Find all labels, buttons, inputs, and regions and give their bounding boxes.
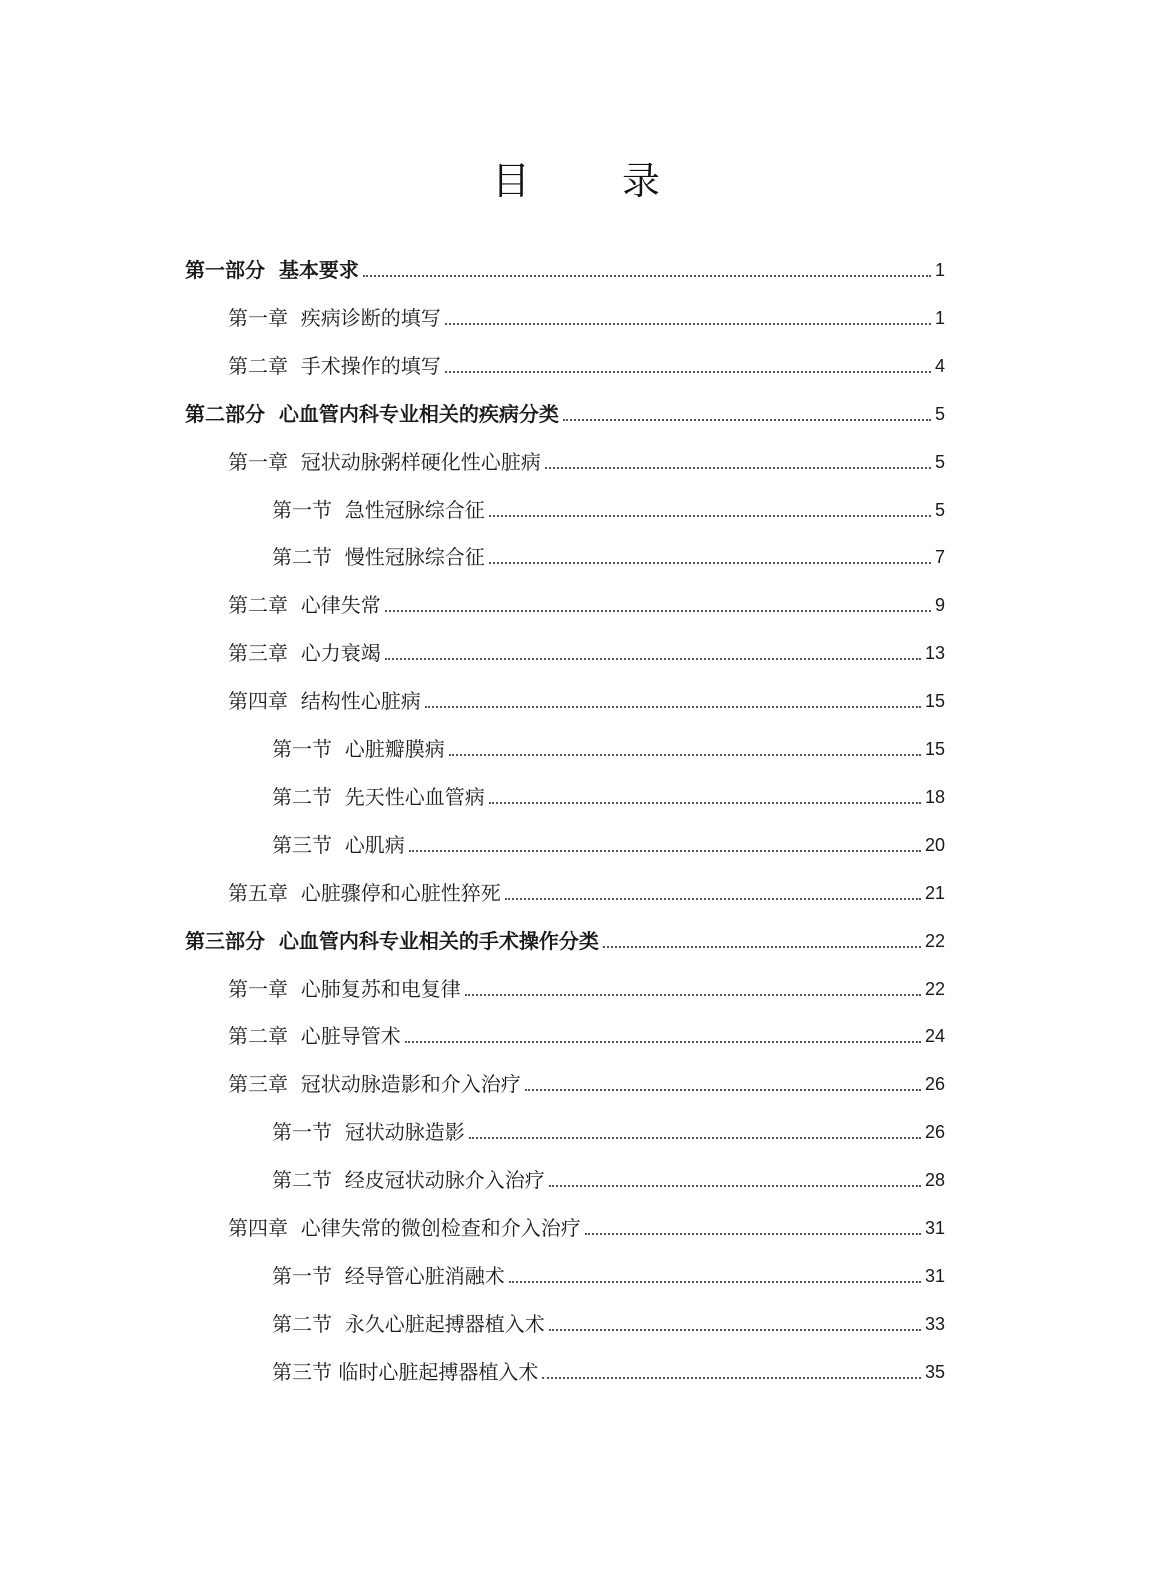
dot-leader [445,371,931,373]
dot-leader [525,1089,921,1091]
toc-entry-label: 第一节 经导管心脏消融术 [272,1263,505,1288]
toc-entry[interactable] [185,392,945,428]
toc-entry-label: 第三章 冠状动脉造影和介入治疗 [228,1072,521,1097]
dot-leader [585,1233,921,1235]
toc-entry-page-number: 13 [924,643,945,664]
dot-leader [469,1137,921,1139]
toc-entry-label: 第二部分 心血管内科专业相关的疾病分类 [185,401,559,426]
toc-entry-page-number: 1 [934,260,945,280]
dot-leader [465,994,921,996]
toc-entry-page-number: 7 [934,547,945,568]
toc-entry-page-number: 26 [924,1074,945,1095]
toc-entry[interactable] [272,1158,945,1194]
toc-entry[interactable] [228,631,945,667]
toc-entry-page-number: 26 [924,1122,945,1143]
toc-entry-label: 第三章 心力衰竭 [228,641,381,666]
toc-entry-label: 第三节 心肌病 [272,832,405,857]
toc-entry-label: 第一节 心脏瓣膜病 [272,737,445,761]
toc-entry-page-number: 24 [924,1026,945,1047]
toc-entry-page-number: 35 [924,1361,945,1382]
toc-entry-label: 第二章 心律失常 [228,593,381,618]
toc-entry-page-number: 1 [934,307,945,328]
toc-entry[interactable] [228,967,945,1003]
toc-entry-label: 第二节 慢性冠脉综合征 [272,545,485,570]
dot-leader [409,850,921,852]
toc-entry-page-number: 28 [924,1170,945,1191]
toc-entry-page-number: 5 [934,451,945,472]
dot-leader [449,754,921,756]
toc-entry-label: 第二节 先天性心血管病 [272,784,485,809]
toc-entry[interactable] [228,1206,945,1242]
dot-leader [545,467,931,469]
toc-entry-label: 第一节 急性冠脉综合征 [272,497,485,522]
toc-entry-page-number: 31 [924,1218,945,1238]
toc-entry[interactable] [228,583,945,619]
toc-entry[interactable] [185,919,945,955]
dot-leader [405,1041,921,1043]
dot-leader [425,706,921,708]
toc-entry[interactable] [272,823,945,859]
dot-leader [489,802,921,804]
toc-entry-page-number: 20 [924,834,945,855]
dot-leader [563,419,931,421]
toc-entry[interactable] [272,488,945,524]
toc-entry[interactable] [272,1302,945,1338]
toc-entry-page-number: 18 [924,786,945,807]
toc-entry-page-number: 31 [924,1265,945,1286]
toc-entry[interactable] [272,1254,945,1290]
toc-entry[interactable] [272,775,945,811]
toc-entry-page-number: 9 [934,595,945,616]
dot-leader [603,946,921,948]
toc-entry-page-number: 21 [924,882,945,903]
toc-entry[interactable] [272,727,945,763]
toc-entry[interactable] [228,296,945,332]
toc-entry-label: 第一章 冠状动脉粥样硬化性心脏病 [228,449,541,474]
dot-leader [445,323,931,325]
toc-entry-label: 第一章 心肺复苏和电复律 [228,976,461,1001]
dot-leader [489,515,931,517]
toc-entry-page-number: 33 [924,1313,945,1334]
dot-leader [549,1329,921,1331]
toc-entry-label: 第一部分 基本要求 [185,258,359,282]
toc-entry-label: 第二节 经皮冠状动脉介入治疗 [272,1168,545,1193]
dot-leader [505,898,921,900]
toc-entry-label: 第一节 冠状动脉造影 [272,1120,465,1145]
toc-entry[interactable] [272,1110,945,1146]
dot-leader [542,1377,921,1379]
toc-entry[interactable] [228,1062,945,1098]
toc-entry-page-number: 5 [934,403,945,424]
toc-entry-label: 第二节 永久心脏起搏器植入术 [272,1311,545,1336]
toc-entry-label: 第五章 心脏骤停和心脏性猝死 [228,880,501,905]
toc-entry-page-number: 15 [924,739,945,759]
toc-entry-label: 第一章 疾病诊断的填写 [228,305,441,330]
toc-entry-label: 第三部分 心血管内科专业相关的手术操作分类 [185,928,599,953]
toc-entry[interactable] [228,440,945,476]
toc-entry-label: 第二章 手术操作的填写 [228,353,441,378]
toc-entry-label: 第四章 心律失常的微创检查和介入治疗 [228,1216,581,1240]
toc-entry-page-number: 5 [934,499,945,520]
toc-entry[interactable] [185,248,945,284]
toc-entry-label: 第四章 结构性心脏病 [228,689,421,714]
dot-leader [363,275,931,277]
toc-entry[interactable] [228,679,945,715]
toc-entry-label: 第三节 临时心脏起搏器植入术 [272,1359,539,1384]
dot-leader [385,610,931,612]
toc-entry[interactable] [272,535,945,571]
toc-entry-page-number: 4 [934,355,945,376]
dot-leader [489,562,931,564]
dot-leader [549,1185,921,1187]
dot-leader [509,1281,921,1283]
dot-leader [385,658,921,660]
page-title: 目 录 [491,159,701,203]
toc-entry-page-number: 15 [924,691,945,712]
toc-entry[interactable] [228,871,945,907]
toc-entry[interactable] [228,344,945,380]
toc-entry-page-number: 22 [924,930,945,951]
toc-entry-label: 第二章 心脏导管术 [228,1024,401,1049]
toc-entry[interactable] [228,1014,945,1050]
toc-entry[interactable] [272,1350,945,1386]
toc-entry-page-number: 22 [924,978,945,999]
